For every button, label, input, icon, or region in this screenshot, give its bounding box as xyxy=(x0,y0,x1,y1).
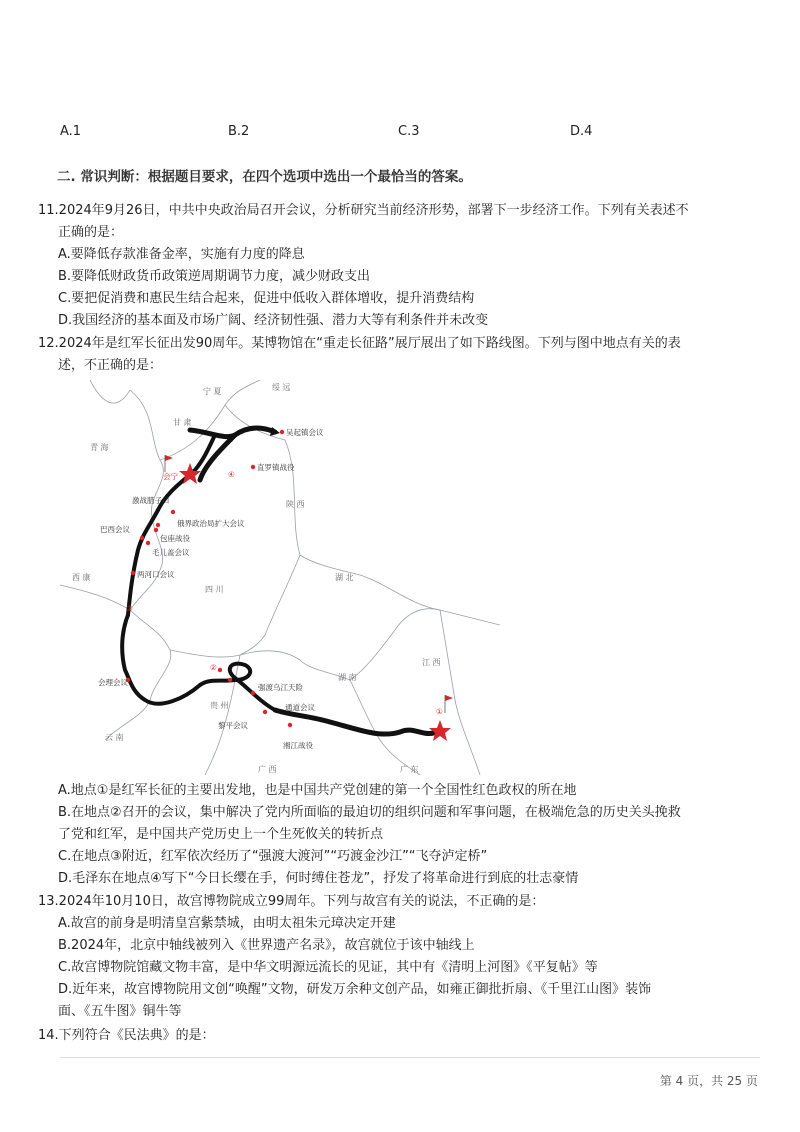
label-eljie: 俄界政治局扩大会议 xyxy=(177,519,245,528)
region-guangdong: 广 东 xyxy=(400,765,419,774)
region-guangxi: 广 西 xyxy=(258,765,277,774)
question-14 xyxy=(38,1025,758,1047)
label-baxi: 巴西会议 xyxy=(100,525,130,534)
long-march-route-map xyxy=(60,380,500,775)
marker-2: ② xyxy=(210,663,217,672)
q11-stem-cont: 正确的是： xyxy=(58,225,124,240)
label-maoergai: 毛儿盖会议 xyxy=(152,548,190,557)
region-hubei: 湖 北 xyxy=(335,573,354,582)
region-xikang: 西 康 xyxy=(72,573,91,582)
page-number: 第 4 页，共 25 页 xyxy=(659,1074,758,1088)
region-gansu: 甘 肃 xyxy=(173,418,192,427)
label-wuqizhen: 吴起镇会议 xyxy=(286,428,324,437)
region-shaanxi: 陕 西 xyxy=(286,500,305,509)
label-wujiang: 强渡乌江天险 xyxy=(258,683,303,692)
label-huining: 会宁 xyxy=(163,472,178,481)
label-liping: 黎平会议 xyxy=(218,721,248,730)
q11-option-d[interactable]: D.我国经济的基本面及市场广阔、经济韧性强、潜力大等有利条件并未改变 xyxy=(58,313,489,328)
region-sichuan: 四 川 xyxy=(205,585,224,594)
region-ningxia: 宁 夏 xyxy=(203,387,222,396)
section-title: 二. 常识判断：根据题目要求，在四个选项中选出一个最恰当的答案。 xyxy=(57,169,472,185)
label-tongdao: 通道会议 xyxy=(285,703,315,712)
q11-stem: 11.2024年9月26日，中共中央政治局召开会议，分析研究当前经济形势，部署下一步经济工作。下列有关表述不 xyxy=(38,203,689,218)
question-12 xyxy=(38,333,758,377)
q12-stem: 12.2024年是红军长征出发90周年。某博物馆在“重走长征路”展厅展出了如下路线图。下列与图中地点有关的表 xyxy=(38,336,681,351)
marker-4: ④ xyxy=(228,470,235,479)
label-lianghekou: 两河口会议 xyxy=(137,570,175,579)
question-13 xyxy=(38,891,758,1023)
region-guizhou: 贵 州 xyxy=(210,701,229,710)
q13-stem: 13.2024年10月10日，故宫博物院成立99周年。下列与故宫有关的说法，不正确的是： xyxy=(38,894,545,909)
question-12-options xyxy=(38,780,758,890)
q13-option-a[interactable]: A.故宫的前身是明清皇宫紫禁城，由明太祖朱元璋决定开建 xyxy=(58,916,396,931)
region-jiangxi: 江 西 xyxy=(422,658,441,667)
label-xiangjiang: 湘江战役 xyxy=(283,741,313,750)
region-yunnan: 云 南 xyxy=(105,733,124,742)
option-b[interactable]: B.2 xyxy=(228,124,250,139)
q14-stem: 14.下列符合《民法典》的是： xyxy=(38,1028,215,1043)
label-huili: 会理会议 xyxy=(98,678,128,687)
region-suiyuan: 绥 远 xyxy=(272,383,291,392)
option-c[interactable]: C.3 xyxy=(398,124,420,139)
label-zhiluozhen: 直罗镇战役 xyxy=(257,463,295,472)
region-qinghai: 青 海 xyxy=(90,443,109,452)
q11-option-a[interactable]: A.要降低存款准备金率，实施有力度的降息 xyxy=(58,247,305,262)
q11-option-c[interactable]: C.要把促消费和惠民生结合起来，促进中低收入群体增收，提升消费结构 xyxy=(58,291,475,306)
marker-3: ③ xyxy=(126,604,133,613)
question-11 xyxy=(38,200,758,332)
region-hunan: 湖 南 xyxy=(338,673,357,682)
option-d[interactable]: D.4 xyxy=(570,124,593,139)
marker-1: ① xyxy=(436,707,443,716)
q13-option-c[interactable]: C.故宫博物院馆藏文物丰富，是中华文明源远流长的见证，其中有《清明上河图》《平复帖》等 xyxy=(58,960,598,975)
q13-option-d-cont: 面、《五牛图》铜牛等 xyxy=(58,1004,182,1019)
q12-option-b-cont: 了党和红军，是中国共产党历史上一个生死攸关的转折点 xyxy=(58,827,384,842)
footer-divider xyxy=(60,1057,760,1058)
label-baozuo: 包座战役 xyxy=(160,534,190,543)
q13-option-b[interactable]: B.2024年，北京中轴线被列入《世界遗产名录》，故宫就位于该中轴线上 xyxy=(58,938,475,953)
q12-option-c[interactable]: C.在地点③附近，红军依次经历了“强渡大渡河”“巧渡金沙江”“飞夺泸定桥” xyxy=(58,849,488,864)
q12-stem-cont: 述，不正确的是： xyxy=(58,358,163,373)
label-lazikou: 激战腊子口 xyxy=(132,496,170,505)
option-a[interactable]: A.1 xyxy=(60,124,82,139)
q13-option-d[interactable]: D.近年来，故宫博物院用文创“唤醒”文物，研发万余种文创产品，如雍正御批折扇、《千里江山图》装饰 xyxy=(58,982,652,997)
q12-option-b[interactable]: B.在地点②召开的会议，集中解决了党内所面临的最迫切的组织问题和军事问题，在极端危急的历史关头挽救 xyxy=(58,805,681,820)
q12-option-a[interactable]: A.地点①是红军长征的主要出发地，也是中国共产党创建的第一个全国性红色政权的所在地 xyxy=(58,783,577,798)
q11-option-b[interactable]: B.要降低财政货币政策逆周期调节力度，减少财政支出 xyxy=(58,269,371,284)
q12-option-d[interactable]: D.毛泽东在地点④写下“今日长缨在手，何时缚住苍龙”，抒发了将革命进行到底的壮志豪情 xyxy=(58,871,579,886)
